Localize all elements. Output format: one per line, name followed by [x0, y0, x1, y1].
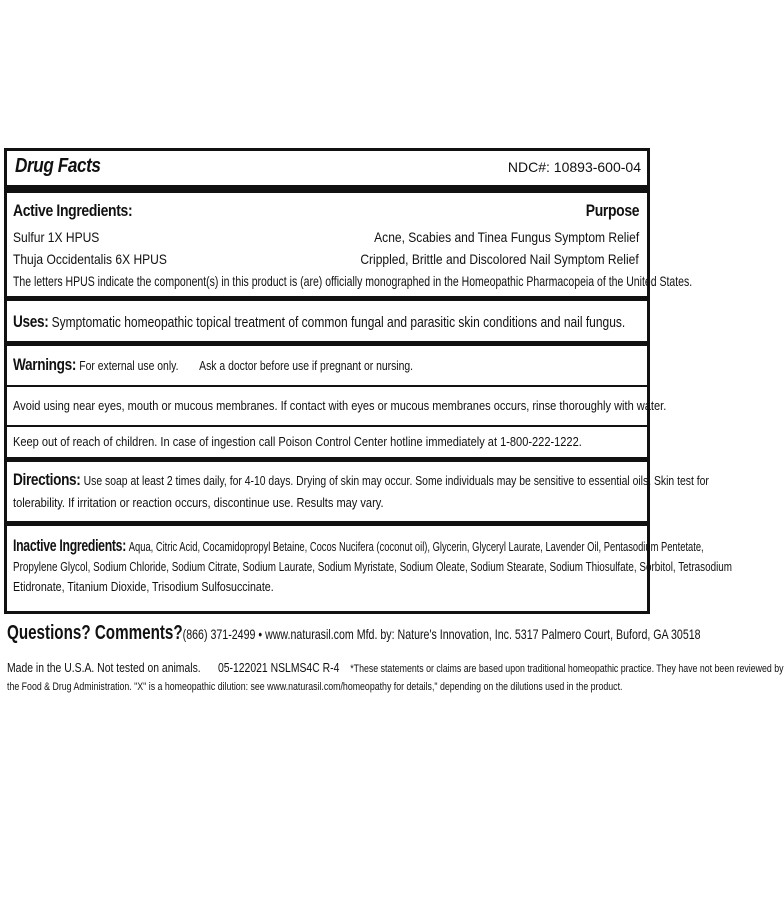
header-divider — [7, 185, 647, 193]
directions-heading: Directions: — [13, 470, 81, 489]
divider — [7, 521, 647, 526]
contact-info: (866) 371-2499 • www.naturasil.com Mfd. by: Nature's Innovation, Inc. 5317 Palmero Court, Buford, GA 30518 — [182, 626, 701, 642]
drug-facts-panel — [4, 148, 733, 614]
hpus-note: The letters HPUS indicate the component(s) in this product is (are) officially monographed in the Homeopathic Pharmacopeia of the United States. — [13, 273, 693, 289]
active-ingredient-1: Sulfur 1X HPUS — [13, 229, 100, 245]
uses-section — [13, 313, 625, 332]
purpose-2: Crippled, Brittle and Discolored Nail Symptom Relief — [360, 251, 639, 267]
divider — [7, 457, 647, 462]
ndc-number: NDC#: 10893-600-04 — [507, 159, 641, 175]
divider — [7, 341, 647, 346]
inactive-line-1 — [13, 537, 704, 556]
directions-text-2: tolerability. If irritation or reaction occurs, discontinue use. Results may vary. — [13, 495, 384, 510]
disclaimer-2: the Food & Drug Administration. "X" is a homeopathic dilution: see www.naturasil.com/homeopathy for details," depending on the dilutions used in the product. — [7, 681, 623, 693]
inactive-text-1: Aqua, Citric Acid, Cocamidopropyl Betaine, Cocos Nucifera (coconut oil), Glycerin, Glyceryl Laurate, Lavender Oil, Pentasodium Pentetate, — [128, 539, 704, 554]
questions-line — [7, 622, 701, 645]
disclaimer-1: *These statements or claims are based upon traditional homeopathic practice. They have not been reviewed by — [350, 663, 784, 675]
questions-heading: Questions? Comments? — [7, 622, 183, 644]
active-ingredient-2: Thuja Occidentalis 6X HPUS — [13, 251, 167, 267]
divider — [7, 425, 647, 427]
uses-heading: Uses: — [13, 312, 49, 331]
warnings-heading: Warnings: — [13, 355, 77, 374]
external-use-text: For external use only. — [79, 358, 179, 373]
inactive-text-3: Etidronate, Titanium Dioxide, Trisodium Sulfosuccinate. — [13, 579, 274, 594]
made-in-text: Made in the U.S.A. Not tested on animals. — [7, 660, 201, 675]
avoid-warning: Avoid using near eyes, mouth or mucous membranes. If contact with eyes or mucous membranes occurs, rinse thoroughly with water. — [13, 398, 667, 413]
purpose-heading: Purpose — [585, 201, 639, 220]
made-in-line — [7, 660, 784, 675]
drug-facts-header — [7, 151, 647, 185]
keep-out-warning: Keep out of reach of children. In case of ingestion call Poison Control Center hotline immediately at 1-800-222-1222. — [13, 434, 582, 449]
drug-facts-title: Drug Facts — [15, 155, 101, 177]
directions-text-1: Use soap at least 2 times daily, for 4-10 days. Drying of skin may occur. Some individuals may be sensitive to essential oils. Skin test for — [83, 473, 709, 488]
divider — [7, 296, 647, 301]
inactive-ingredients-heading: Inactive Ingredients: — [13, 536, 126, 555]
inactive-text-2: Propylene Glycol, Sodium Chloride, Sodium Citrate, Sodium Laurate, Sodium Myristate, Sodium Oleate, Sodium Stearate, Sodium Thiosulfate, Sorbitol, Tetrasodium — [13, 559, 733, 574]
directions-line-1 — [13, 471, 709, 490]
uses-text: Symptomatic homeopathic topical treatment of common fungal and parasitic skin conditions and nail fungus. — [51, 314, 626, 331]
pregnant-warning: Ask a doctor before use if pregnant or nursing. — [199, 358, 414, 373]
warnings-section — [13, 356, 413, 375]
divider — [7, 385, 647, 387]
active-ingredients-heading: Active Ingredients: — [13, 201, 133, 220]
purpose-1: Acne, Scabies and Tinea Fungus Symptom Relief — [373, 229, 639, 245]
product-code: 05-122021 NSLMS4C R-4 — [217, 660, 340, 675]
